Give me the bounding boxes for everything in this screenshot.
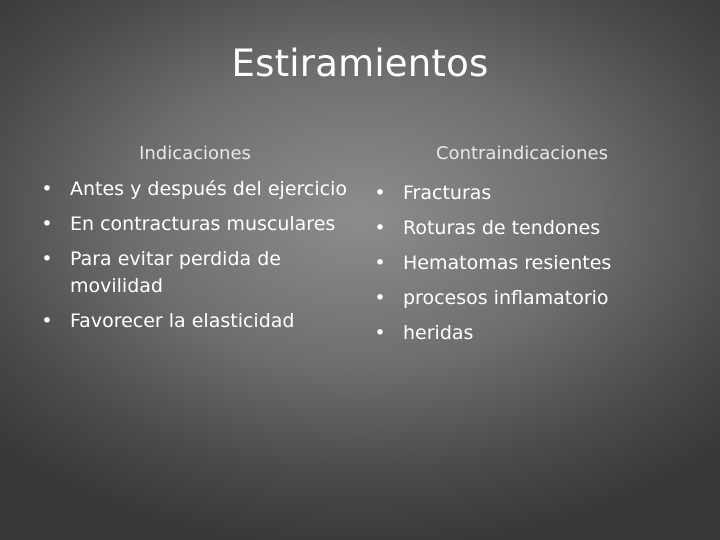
list-item [373,316,673,351]
bullet-icon: • [41,310,53,332]
bullet-icon: • [374,252,386,274]
list-item-text: heridas [403,322,474,344]
list-item [373,281,673,316]
list-item [40,211,350,238]
bullet-icon: • [374,322,386,344]
bullet-icon: • [374,287,386,309]
indicaciones-heading: Indicaciones [139,143,251,164]
list-item [373,246,673,281]
list-item [40,176,350,203]
list-item-text: Fracturas [403,182,492,204]
contraindicaciones-list [373,176,673,351]
slide-title: Estiramientos [231,42,489,85]
indicaciones-list [40,176,350,343]
list-item-text: Para evitar perdida de movilidad [70,248,281,297]
bullet-icon: • [41,248,53,270]
list-item-text: Favorecer la elasticidad [70,310,295,332]
list-item-text: Antes y después del ejercicio [70,178,347,200]
bullet-icon: • [41,213,53,235]
list-item-text: Roturas de tendones [403,217,601,239]
bullet-icon: • [374,217,386,239]
bullet-icon: • [374,182,386,204]
list-item-text: Hematomas resientes [403,252,612,274]
list-item [373,211,673,246]
list-item [373,176,673,211]
bullet-icon: • [41,178,53,200]
list-item-text: En contracturas musculares [70,213,336,235]
list-item-text: procesos inflamatorio [403,287,609,309]
contraindicaciones-heading: Contraindicaciones [435,143,608,164]
list-item [40,308,350,335]
list-item [40,246,350,300]
